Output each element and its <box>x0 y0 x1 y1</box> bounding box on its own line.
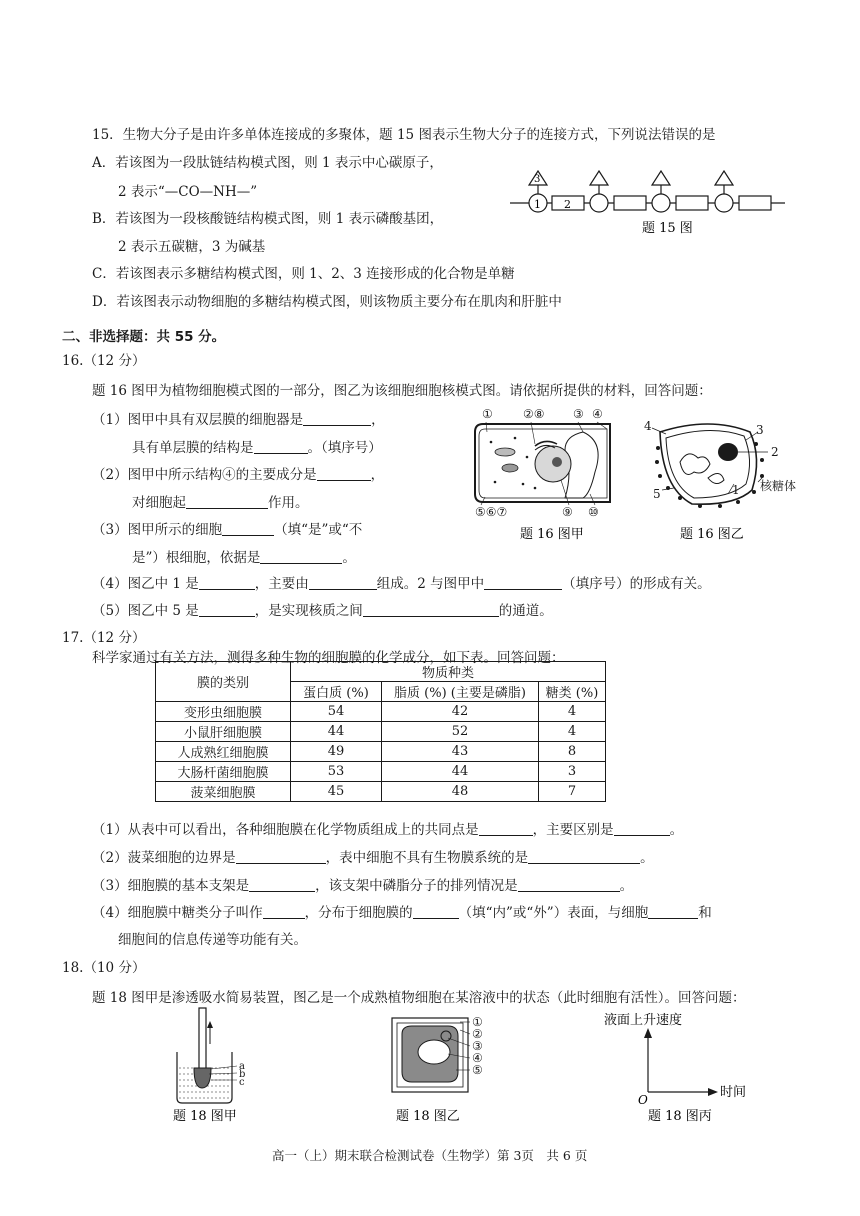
answer-blank[interactable] <box>528 850 640 864</box>
answer-blank[interactable] <box>648 905 698 919</box>
q15-stem: 15．生物大分子是由许多单体连接成的多聚体，题 15 图表示生物大分子的连接方式，下列说法错误的是 <box>92 127 716 143</box>
q17-part3: （3）细胞膜的基本支架是 ，该支架中磷脂分子的排列情况是 。 <box>92 878 634 894</box>
q18-figure-a <box>165 1006 265 1128</box>
q16-figb-label-3: 3 <box>756 423 764 437</box>
q18-figb-label-3: ③ <box>472 1039 483 1053</box>
q18-figa-label-c: c <box>239 1077 245 1088</box>
q16-figb-label-5: 5 <box>653 487 661 501</box>
q16-part5: （5）图乙中 5 是 ，是实现核质之间 的通道。 <box>92 603 553 619</box>
q15-option-d: D．若该图表示动物细胞的多糖结构模式图，则该物质主要分布在肌肉和肝脏中 <box>92 294 562 310</box>
q18-figb-label-2: ② <box>472 1027 483 1041</box>
table-row: 大肠杆菌细胞膜 53 44 3 <box>156 762 606 782</box>
q15-fig-label-3: 3 <box>534 174 541 185</box>
answer-blank[interactable] <box>484 576 562 590</box>
q15-fig-label-2: 2 <box>564 198 571 211</box>
table-row: 人成熟红细胞膜 49 43 8 <box>156 742 606 762</box>
q16-figure-b <box>640 418 815 544</box>
q16-figb-label-2: 2 <box>771 445 779 459</box>
q18-figure-b <box>378 1014 508 1128</box>
answer-blank[interactable] <box>186 495 268 509</box>
answer-blank[interactable] <box>249 878 315 892</box>
q16-figure-a <box>465 402 625 544</box>
q18-figc-x-axis-label: 时间 <box>720 1085 747 1100</box>
q17-part4-line1: （4）细胞膜中糖类分子叫作 ，分布于细胞膜的 （填“内”或“外”）表面，与细胞 和 <box>92 905 712 921</box>
q18-figa-label-a: a <box>239 1061 245 1072</box>
q18-figb-label-5: ⑤ <box>472 1063 483 1077</box>
q16-figa-label-4: ④ <box>592 407 603 421</box>
q17-part2: （2）菠菜细胞的边界是 ，表中细胞不具有生物膜系统的是 。 <box>92 850 654 866</box>
section2-heading: 二、非选择题：共 55 分。 <box>62 329 226 345</box>
answer-blank[interactable] <box>614 822 670 836</box>
q18-figb-label-1: ① <box>472 1015 483 1029</box>
answer-blank[interactable] <box>236 850 326 864</box>
q16-part2-line1: （2）图甲中所示结构④的主要成分是 ， <box>92 467 385 483</box>
q16-head: 16.（12 分） <box>62 353 146 369</box>
q15-figure <box>505 165 795 240</box>
answer-blank[interactable] <box>309 576 377 590</box>
q18-figb-label-4: ④ <box>472 1051 483 1065</box>
answer-blank[interactable] <box>199 576 255 590</box>
q16-part4: （4）图乙中 1 是 ，主要由 组成。2 与图甲中 （填序号）的形成有关。 <box>92 576 711 592</box>
q15-option-a-line1: A．若该图为一段肽链结构模式图，则 1 表示中心碳原子， <box>92 155 443 171</box>
membrane-composition-table <box>155 661 606 802</box>
q18-figa-label-b: b <box>239 1069 246 1080</box>
q16-part3-line2: 是”）根细胞，依据是 。 <box>132 550 356 566</box>
q16-figa-caption: 题 16 图甲 <box>520 527 584 542</box>
table-row: 变形虫细胞膜 54 42 4 <box>156 702 606 722</box>
table-row: 小鼠肝细胞膜 44 52 4 <box>156 722 606 742</box>
answer-blank[interactable] <box>413 905 459 919</box>
page-footer: 高一（上）期末联合检测试卷（生物学）第 3页 共 6 页 <box>272 1148 588 1163</box>
q18-figb-caption: 题 18 图乙 <box>396 1109 460 1124</box>
answer-blank[interactable] <box>518 878 620 892</box>
q16-figa-label-1: ① <box>482 407 493 421</box>
q17-part4-line2: 细胞间的信息传递等功能有关。 <box>118 932 307 948</box>
q15-option-c: C．若该图表示多糖结构模式图，则 1、2、3 连接形成的化合物是单糖 <box>92 266 515 282</box>
answer-blank[interactable] <box>199 603 255 617</box>
q16-figa-label-5-6-7: ⑤⑥⑦ <box>475 505 508 519</box>
q16-part3-line1: （3）图甲所示的细胞 （填“是”或“不 <box>92 522 363 538</box>
q16-figa-label-3: ③ <box>573 407 584 421</box>
q16-part1-line1: （1）图甲中具有双层膜的细胞器是 ， <box>92 412 385 428</box>
q18-figc-origin: O <box>638 1093 648 1107</box>
q18-figc-caption: 题 18 图丙 <box>648 1109 712 1124</box>
answer-blank[interactable] <box>363 603 499 617</box>
table-header-membrane-type: 膜的类别 <box>156 662 291 702</box>
q16-figb-ribosome-label: 核糖体 <box>760 479 797 493</box>
q16-figb-caption: 题 16 图乙 <box>680 527 744 542</box>
answer-blank[interactable] <box>260 550 342 564</box>
table-header-lipid: 脂质 (%) (主要是磷脂) <box>382 682 539 702</box>
q17-head: 17.（12 分） <box>62 630 146 646</box>
table-row: 菠菜细胞膜 45 48 7 <box>156 782 606 802</box>
q18-head: 18.（10 分） <box>62 960 146 976</box>
q18-figc-y-axis-label: 液面上升速度 <box>604 1013 683 1028</box>
answer-blank[interactable] <box>317 467 371 481</box>
q15-fig-label-1: 1 <box>534 198 541 211</box>
answer-blank[interactable] <box>254 440 308 454</box>
q17-part1: （1）从表中可以看出，各种细胞膜在化学物质组成上的共同点是 ，主要区别是 。 <box>92 822 684 838</box>
q15-fig-caption: 题 15 图 <box>642 221 693 236</box>
q16-figb-label-1: 1 <box>732 483 740 497</box>
table-header-protein: 蛋白质 (%) <box>291 682 382 702</box>
q16-intro: 题 16 图甲为植物细胞模式图的一部分，图乙为该细胞细胞核模式图。请依据所提供的材料，回答问题： <box>92 383 712 399</box>
answer-blank[interactable] <box>303 412 371 426</box>
q15-option-a-line2: 2 表示“—CO—NH—” <box>118 184 258 200</box>
q18-figure-c <box>600 1010 760 1128</box>
table-header-substance-group: 物质种类 <box>291 662 606 682</box>
q16-part1-line2: 具有单层膜的结构是 。（填序号） <box>132 440 382 456</box>
q17-intro: 科学家通过有关方法，测得多种生物的细胞膜的化学成分，如下表。回答问题： <box>92 650 565 666</box>
q16-figa-label-2-8: ②⑧ <box>523 407 545 421</box>
q15-option-b-line2: 2 表示五碳糖，3 为碱基 <box>118 239 266 255</box>
table-header-sugar: 糖类 (%) <box>539 682 606 702</box>
q16-figa-label-10: ⑩ <box>588 505 599 519</box>
q18-intro: 题 18 图甲是渗透吸水简易装置，图乙是一个成熟植物细胞在某溶液中的状态（此时细胞有活性）。回答问题： <box>92 990 746 1006</box>
answer-blank[interactable] <box>222 522 274 536</box>
q16-part2-line2: 对细胞起 作用。 <box>132 495 309 511</box>
answer-blank[interactable] <box>479 822 533 836</box>
q16-figb-label-4: 4 <box>644 419 652 433</box>
q18-figa-caption: 题 18 图甲 <box>173 1109 237 1124</box>
q15-option-b-line1: B．若该图为一段核酸链结构模式图，则 1 表示磷酸基团， <box>92 211 444 227</box>
answer-blank[interactable] <box>263 905 305 919</box>
q16-figa-label-9: ⑨ <box>562 505 573 519</box>
